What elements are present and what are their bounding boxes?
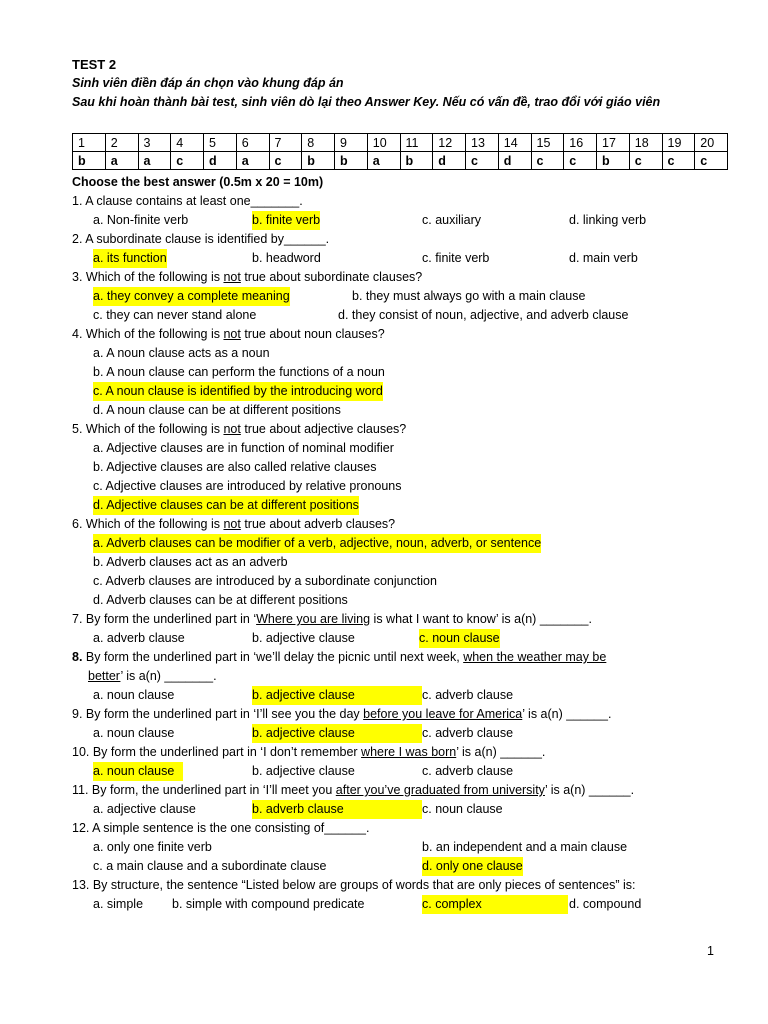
question-3 bbox=[72, 268, 752, 287]
answer-key-answer-cell: c bbox=[662, 152, 695, 170]
answer-key-number-cell: 18 bbox=[629, 134, 662, 152]
answer-key-answer-cell: c bbox=[171, 152, 204, 170]
option-c: c. Adjective clauses are introduced by relative pronouns bbox=[93, 479, 402, 493]
question-9 bbox=[72, 705, 752, 724]
answer-key-number-cell: 6 bbox=[236, 134, 269, 152]
instruction-line-1: Sinh viên điền đáp án chọn vào khung đáp án bbox=[72, 76, 344, 90]
option-d: d. linking verb bbox=[569, 213, 647, 227]
option-b: b. Adjective clauses are also called relative clauses bbox=[93, 460, 377, 474]
question-5-option-a bbox=[72, 439, 752, 458]
answer-key-answer-cell: a bbox=[236, 152, 269, 170]
option-b: b. Adverb clauses act as an adverb bbox=[93, 555, 288, 569]
answer-key-number-cell: 2 bbox=[105, 134, 138, 152]
answer-key-number-cell: 7 bbox=[269, 134, 302, 152]
question-3-options-ab bbox=[72, 287, 752, 306]
option-a: a. only one finite verb bbox=[93, 840, 212, 854]
answer-key-number-cell: 9 bbox=[335, 134, 368, 152]
option-a: a. noun clause bbox=[93, 688, 175, 702]
underlined-part-end: better bbox=[88, 669, 121, 683]
question-6-option-a bbox=[72, 534, 752, 553]
answer-key-number-cell: 19 bbox=[662, 134, 695, 152]
answer-key-number-cell: 1 bbox=[73, 134, 106, 152]
answer-key-number-cell: 16 bbox=[564, 134, 597, 152]
underlined-part: Where you are living bbox=[256, 612, 371, 626]
underlined-not: not bbox=[223, 422, 241, 436]
answer-key-table bbox=[72, 133, 728, 170]
question-stem-end: ’ is a(n) ______. bbox=[544, 783, 635, 797]
question-1 bbox=[72, 192, 752, 211]
option-d-highlighted: d. Adjective clauses can be at different positions bbox=[93, 496, 359, 515]
question-8 bbox=[72, 648, 752, 667]
option-c: c. adverb clause bbox=[422, 688, 514, 702]
question-stem: 7. By form the underlined part in ‘ bbox=[72, 612, 257, 626]
question-stem: 3. Which of the following is bbox=[72, 270, 224, 284]
answer-key-answer-cell: c bbox=[564, 152, 597, 170]
question-11-options bbox=[72, 800, 752, 819]
underlined-not: not bbox=[223, 327, 241, 341]
option-b: b. A noun clause can perform the functions of a noun bbox=[93, 365, 385, 379]
answer-key-answer-cell: a bbox=[105, 152, 138, 170]
question-stem: 9. By form the underlined part in ‘I’ll see you the day bbox=[72, 707, 364, 721]
question-7 bbox=[72, 610, 752, 629]
question-stem: By form the underlined part in ‘we’ll delay the picnic until next week, bbox=[82, 650, 464, 664]
question-3-options-cd bbox=[72, 306, 752, 325]
question-stem-end: true about noun clauses? bbox=[240, 327, 385, 341]
underlined-part: where I was born bbox=[361, 745, 457, 759]
option-b: b. an independent and a main clause bbox=[422, 840, 628, 854]
answer-key-answer-cell: b bbox=[400, 152, 433, 170]
question-stem-end: ’ is a(n) _______. bbox=[120, 669, 217, 683]
question-stem: 4. Which of the following is bbox=[72, 327, 224, 341]
question-stem: 6. Which of the following is bbox=[72, 517, 224, 531]
option-c-highlighted: c. complex bbox=[422, 895, 568, 914]
answer-key-answer-cell: a bbox=[367, 152, 400, 170]
underlined-part: when the weather may be bbox=[463, 650, 607, 664]
answer-key-answer-cell: c bbox=[269, 152, 302, 170]
answer-key-answer-cell: b bbox=[302, 152, 335, 170]
question-stem: 10. By form the underlined part in ‘I don’t remember bbox=[72, 745, 362, 759]
option-d: d. they consist of noun, adjective, and adverb clause bbox=[338, 308, 629, 322]
option-c: c. Adverb clauses are introduced by a subordinate conjunction bbox=[93, 574, 437, 588]
answer-key-answer-cell: d bbox=[433, 152, 466, 170]
question-2-options bbox=[72, 249, 752, 268]
option-b-highlighted: b. adjective clause bbox=[252, 724, 422, 743]
answer-key-answers-row bbox=[73, 152, 728, 170]
answer-key-number-cell: 14 bbox=[498, 134, 531, 152]
question-4-option-b bbox=[72, 363, 752, 382]
section-title: Choose the best answer (0.5m x 20 = 10m) bbox=[72, 175, 324, 189]
option-d: d. main verb bbox=[569, 251, 638, 265]
option-c: c. finite verb bbox=[422, 251, 490, 265]
answer-key-number-cell: 17 bbox=[597, 134, 630, 152]
question-13-options bbox=[72, 895, 752, 914]
question-stem-end: true about subordinate clauses? bbox=[240, 270, 423, 284]
option-a: a. simple bbox=[93, 897, 144, 911]
question-stem: 12. A simple sentence is the one consisting of______. bbox=[72, 821, 370, 835]
question-stem: 5. Which of the following is bbox=[72, 422, 224, 436]
answer-key-answer-cell: b bbox=[335, 152, 368, 170]
answer-key-number-cell: 15 bbox=[531, 134, 564, 152]
option-c: c. adverb clause bbox=[422, 726, 514, 740]
question-5-option-d bbox=[72, 496, 752, 515]
option-a-highlighted: a. they convey a complete meaning bbox=[93, 287, 290, 306]
option-c: c. adverb clause bbox=[422, 764, 514, 778]
question-10 bbox=[72, 743, 752, 762]
option-c: c. a main clause and a subordinate clause bbox=[93, 859, 327, 873]
answer-key-answer-cell: d bbox=[204, 152, 237, 170]
question-4 bbox=[72, 325, 752, 344]
option-c-highlighted: c. A noun clause is identified by the introducing word bbox=[93, 382, 383, 401]
answer-key-answer-cell: c bbox=[629, 152, 662, 170]
question-7-options bbox=[72, 629, 752, 648]
question-stem: 11. By form, the underlined part in ‘I’ll meet you bbox=[72, 783, 336, 797]
option-d-highlighted: d. only one clause bbox=[422, 857, 523, 876]
question-stem: 1. A clause contains at least one_______. bbox=[72, 194, 303, 208]
question-6 bbox=[72, 515, 752, 534]
option-d: d. compound bbox=[569, 897, 642, 911]
answer-key-number-cell: 5 bbox=[204, 134, 237, 152]
option-c-highlighted: c. noun clause bbox=[419, 629, 500, 648]
question-stem: 13. By structure, the sentence “Listed below are groups of words that are only pieces of sentences” is: bbox=[72, 878, 636, 892]
answer-key-number-cell: 11 bbox=[400, 134, 433, 152]
test-header bbox=[72, 55, 752, 112]
answer-key-number-cell: 20 bbox=[695, 134, 728, 152]
question-9-options bbox=[72, 724, 752, 743]
answer-key-number-cell: 3 bbox=[138, 134, 171, 152]
questions bbox=[72, 173, 752, 914]
question-6-option-c bbox=[72, 572, 752, 591]
underlined-not: not bbox=[223, 517, 241, 531]
question-8-continued bbox=[72, 667, 752, 686]
option-d: d. A noun clause can be at different positions bbox=[93, 403, 341, 417]
option-b: b. adjective clause bbox=[252, 764, 355, 778]
question-6-option-d bbox=[72, 591, 752, 610]
answer-key-answer-cell: d bbox=[498, 152, 531, 170]
option-c: c. noun clause bbox=[422, 802, 503, 816]
answer-key-answer-cell: c bbox=[695, 152, 728, 170]
question-stem-end: is what I want to know’ is a(n) _______. bbox=[370, 612, 592, 626]
underlined-part: before you leave for America bbox=[363, 707, 523, 721]
underlined-not: not bbox=[223, 270, 241, 284]
option-a: a. Non-finite verb bbox=[93, 213, 189, 227]
answer-key-number-cell: 13 bbox=[466, 134, 499, 152]
answer-key-answer-cell: b bbox=[73, 152, 106, 170]
answer-key-answer-cell: c bbox=[531, 152, 564, 170]
question-8-options bbox=[72, 686, 752, 705]
answer-key-numbers-row bbox=[73, 134, 728, 152]
option-a: a. adjective clause bbox=[93, 802, 196, 816]
question-12-options-cd bbox=[72, 857, 752, 876]
page-number: 1 bbox=[707, 944, 714, 958]
question-1-options bbox=[72, 211, 752, 230]
option-b: b. they must always go with a main clause bbox=[352, 289, 586, 303]
underlined-part: after you’ve graduated from university bbox=[335, 783, 545, 797]
answer-key-answer-cell: c bbox=[466, 152, 499, 170]
question-10-options bbox=[72, 762, 752, 781]
question-stem-end: true about adverb clauses? bbox=[240, 517, 396, 531]
question-2 bbox=[72, 230, 752, 249]
question-stem: 2. A subordinate clause is identified by______. bbox=[72, 232, 330, 246]
question-11 bbox=[72, 781, 752, 800]
option-c: c. auxiliary bbox=[422, 213, 482, 227]
question-12 bbox=[72, 819, 752, 838]
option-a: a. Adjective clauses are in function of nominal modifier bbox=[93, 441, 394, 455]
question-stem-end: true about adjective clauses? bbox=[240, 422, 407, 436]
question-4-option-d bbox=[72, 401, 752, 420]
question-6-option-b bbox=[72, 553, 752, 572]
test-title: TEST 2 bbox=[72, 57, 117, 72]
question-12-options-ab bbox=[72, 838, 752, 857]
option-b: b. simple with compound predicate bbox=[172, 897, 365, 911]
answer-key-answer-cell: b bbox=[597, 152, 630, 170]
option-b: b. headword bbox=[252, 251, 321, 265]
option-a: a. adverb clause bbox=[93, 631, 185, 645]
answer-key-answer-cell: a bbox=[138, 152, 171, 170]
answer-key-number-cell: 8 bbox=[302, 134, 335, 152]
option-b-highlighted: b. adjective clause bbox=[252, 686, 422, 705]
instruction-line-2: Sau khi hoàn thành bài test, sinh viên dò lại theo Answer Key. Nếu có vấn đề, trao đổi với giáo viên bbox=[72, 95, 661, 109]
option-a-highlighted: a. noun clause bbox=[93, 762, 183, 781]
question-4-option-a bbox=[72, 344, 752, 363]
question-stem-end: ’ is a(n) ______. bbox=[522, 707, 612, 721]
option-a: a. A noun clause acts as a noun bbox=[93, 346, 270, 360]
answer-key-number-cell: 4 bbox=[171, 134, 204, 152]
option-b: b. adjective clause bbox=[252, 631, 355, 645]
question-5 bbox=[72, 420, 752, 439]
answer-key-number-cell: 12 bbox=[433, 134, 466, 152]
question-5-option-b bbox=[72, 458, 752, 477]
answer-key-number-cell: 10 bbox=[367, 134, 400, 152]
question-stem-end: ’ is a(n) ______. bbox=[456, 745, 546, 759]
option-b-highlighted: b. finite verb bbox=[252, 211, 320, 230]
option-c: c. they can never stand alone bbox=[93, 308, 257, 322]
option-a-highlighted: a. its function bbox=[93, 249, 167, 268]
option-d: d. Adverb clauses can be at different positions bbox=[93, 593, 348, 607]
option-b-highlighted: b. adverb clause bbox=[252, 800, 422, 819]
question-13 bbox=[72, 876, 752, 895]
option-a-highlighted: a. Adverb clauses can be modifier of a verb, adjective, noun, adverb, or sentence bbox=[93, 534, 541, 553]
question-4-option-c bbox=[72, 382, 752, 401]
question-number: 8. bbox=[72, 650, 83, 664]
question-5-option-c bbox=[72, 477, 752, 496]
option-a: a. noun clause bbox=[93, 726, 175, 740]
